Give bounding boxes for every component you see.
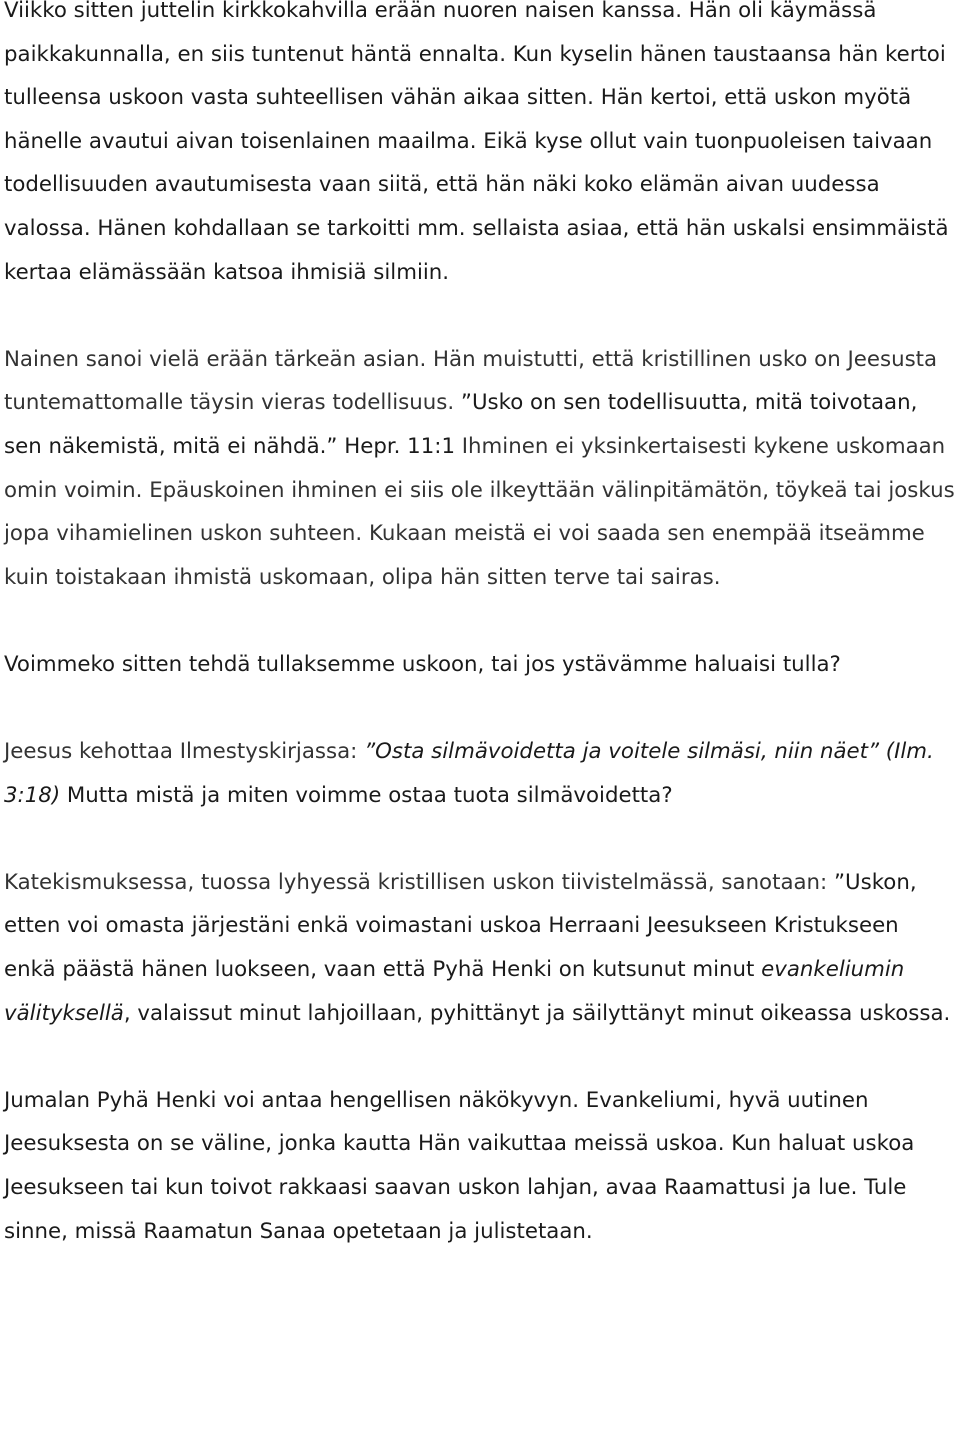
paragraph-text: Jeesus kehottaa Ilmestyskirjassa:: [4, 739, 358, 765]
paragraph-katekismus: [4, 861, 956, 1035]
scripture-quote-hepr: ”Usko on sen todellisuutta, mitä toivotaan, sen näkemistä, mitä ei nähdä.” Hepr. 11:1: [4, 390, 918, 459]
paragraph-voimmeko: Voimmeko sitten tehdä tullaksemme uskoon, tai jos ystävämme haluaisi tulla?: [4, 651, 841, 677]
paragraph-pyha-henki: Jumalan Pyhä Henki voi antaa hengellisen näkökyvyn. Evankeliumi, hyvä uutinen Jeesuksesta on se väline, jonka kautta Hän vaikuttaa meissä uskoa. Kun haluat uskoa Jeesukseen tai kun toivot rakkaasi saavan uskon lahjan, avaa Raamattusi ja lue. Tule sinne, missä Raamatun Sanaa opetetaan ja julistetaan.: [4, 1087, 915, 1244]
paragraph-text: Ihminen ei yksinkertaisesti kykene uskomaan omin voimin. Epäuskoinen ihminen ei siis ole ilkeyttään välinpitämätön, töykeä tai joskus jopa vihamielinen uskon suhteen. Kukaan meistä ei voi saada sen enempää itseämme kuin toistakaan ihmistä uskomaan, olipa hän sitten terve tai sairas.: [4, 433, 955, 590]
scripture-quote-ilm: ”Osta silmävoidetta ja voitele silmäsi, niin näet” (Ilm. 3:18): [4, 739, 934, 808]
catechism-quote-emphasis: evankeliumin välityksellä: [4, 957, 905, 1026]
catechism-quote: ”Uskon, etten voi omasta järjestäni enkä voimastani uskoa Herraani Jeesukseen Kristukseen enkä päästä hänen luokseen, vaan että Pyhä Henki on kutsunut minut: [4, 869, 917, 983]
paragraph-text: Mutta mistä ja miten voimme ostaa tuota silmävoidetta?: [66, 782, 673, 808]
paragraph-text: Katekismuksessa, tuossa lyhyessä kristillisen uskon tiivistelmässä, sanotaan:: [4, 869, 828, 895]
paragraph-text: Nainen sanoi vielä erään tärkeän asian. Hän muistutti, että kristillinen usko on Jeesusta tuntemattomalle täysin vieras todellisuus.: [4, 346, 938, 416]
paragraph-kirkkokahvila: Viikko sitten juttelin kirkkokahvilla erään nuoren naisen kanssa. Hän oli käymässä paikkakunnalla, en siis tuntenut häntä ennalta. Kun kyselin hänen taustaansa hän kertoi tulleensa uskoon vasta suhteellisen vähän aikaa sitten. Hän kertoi, että uskon myötä hänelle avautui aivan toisenlainen maailma. Eikä kyse ollut vain tuonpuoleisen taivaan todellisuuden avautumisesta vaan siitä, että hän näki koko elämän aivan uudessa valossa. Hänen kohdallaan se tarkoitti mm. sellaista asiaa, että hän uskalsi ensimmäistä kertaa elämässään katsoa ihmisiä silmiin.: [4, 0, 949, 285]
catechism-quote: , valaissut minut lahjoillaan, pyhittänyt ja säilyttänyt minut oikeassa uskossa.: [123, 1000, 951, 1026]
paragraph-nainen-sanoi: [4, 338, 956, 600]
paragraph-ilmestyskirja: [4, 730, 956, 817]
